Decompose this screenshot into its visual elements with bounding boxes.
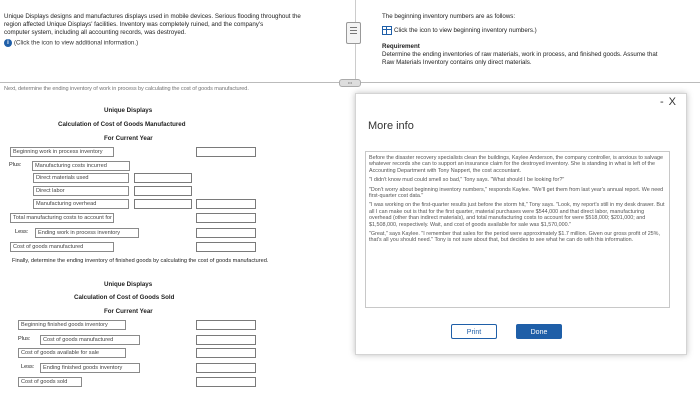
cogs-cogm-input[interactable] [196,335,256,345]
minimize-button[interactable]: - [659,96,664,108]
beginning-inventory-text: The beginning inventory numbers are as follows: [382,13,516,20]
cogs-row-label: Ending finished goods inventory [40,363,140,373]
beginning-inventory-link-text: Click the icon to view beginning inventory numbers.) [394,27,537,35]
cogm-beginning-wip-input[interactable] [196,147,256,157]
cogm-direct-materials-input[interactable] [134,173,192,183]
cogs-company: Unique Displays [104,281,153,288]
cogs-ending-fg-input[interactable] [196,363,256,373]
cogs-title: Calculation of Cost of Goods Sold [74,294,175,301]
requirement-title: Requirement [382,43,420,50]
cogm-row-label: Direct labor [33,186,129,196]
cogs-period: For Current Year [104,308,153,315]
cogs-row-label: Cost of goods manufactured [40,335,140,345]
panel-collapse-handle[interactable] [346,22,361,44]
print-button[interactable]: Print [451,324,497,339]
cogs-available-for-sale-input[interactable] [196,348,256,358]
cogm-row-label: Manufacturing costs incurred [32,161,130,171]
cogm-ending-wip-input[interactable] [196,228,256,238]
cogm-overhead-input[interactable] [134,199,192,209]
cogm-row-label: Manufacturing overhead [33,199,129,209]
cogs-beginning-fg-input[interactable] [196,320,256,330]
cogm-period: For Current Year [104,135,153,142]
additional-info-link[interactable] [4,39,138,48]
cogm-title: Calculation of Cost of Goods Manufactured [58,121,186,128]
dialog-paragraph: "Great," says Kaylee. "I remember that sales for the period were approximately $1.7 million. Given our gross profit of 25%, that's all you should need." Tony is not sure about that, but decides to see what he can do with this information. [369,231,660,244]
dialog-paragraph: "I didn't know mud could smell so bad," Tony says. "What should I be looking for?" [369,177,565,184]
additional-info-text: (Click the icon to view additional information.) [14,39,139,47]
expand-handle[interactable]: ••• [339,79,361,87]
intro-line-1: Unique Displays designs and manufactures displays used in mobile devices. Serious flooding throughout the [4,13,301,20]
dialog-paragraph: Before the disaster recovery specialists clean the buildings, Kaylee Anderson, the company controller, is anxious to salvage whatever records she can to support an insurance claim for the destroyed inventory. She is standing in what is left of the Accounting Department with Tony Nappert, the cost accountant. [369,155,663,174]
cogs-cost-of-goods-sold-input[interactable] [196,377,256,387]
cogm-row-label: Direct materials used [33,173,129,183]
info-icon[interactable]: i [4,39,12,47]
table-icon[interactable] [382,26,392,35]
cogs-row-label: Cost of goods sold [18,377,82,387]
cogm-cost-of-goods-manufactured-input[interactable] [196,242,256,252]
cogm-row-label: Ending work in process inventory [35,228,139,238]
dialog-paragraph: "Don't worry about beginning inventory numbers," responds Kaylee. "We'll get them from last year's annual report. We need first-quarter cost data." [369,186,664,200]
cogm-row-label: Total manufacturing costs to account for [10,213,114,223]
dialog-title: More info [368,120,414,132]
dialog-body[interactable] [365,151,670,308]
cogm-company: Unique Displays [104,107,153,114]
cogm-row-label: Cost of goods manufactured [10,242,114,252]
cogs-row-label: Beginning finished goods inventory [18,320,126,330]
requirement-line-1: Determine the ending inventories of raw materials, work in process, and finished goods. Assume that [382,51,658,58]
cogs-row-prefix: Plus: [18,336,31,342]
cogm-manufacturing-costs-total-input[interactable] [196,199,256,209]
question-text: Next, determine the ending inventory of work in process by calculating the cost of goods manufactured. [4,86,249,92]
dialog-controls [655,96,676,108]
dialog-paragraph: "I was working on the first-quarter results just before the storm hit," Tony says. "Look, my report's still in my desk drawer. But all I can make out is that for the first quarter, material purchases were $544,000 and that direct labor, manufacturing overhead (other than indirect materials), and total manufacturing costs to account for were $518,000; $201,000; and $1,508,000, respectively. Wait, and cost of goods available for sale was $1,570,000." [369,202,665,228]
finally-text: Finally, determine the ending inventory of finished goods by calculating the cost of goods manufactured. [12,258,269,264]
cogm-row-label: Beginning work in process inventory [10,147,114,157]
intro-line-3: computer system, including all accounting records, was destroyed. [4,29,186,36]
intro-line-2: region affected Unique Displays' facilities. Inventory was completely ruined, and the company's [4,21,264,28]
cogs-row-label: Cost of goods available for sale [18,348,126,358]
cogm-total-to-account-input[interactable] [196,213,256,223]
cogm-row-prefix: Plus: [9,162,22,168]
cogm-row-prefix: Less: [15,229,29,235]
requirement-line-2: Raw Materials Inventory contains only direct materials. [382,59,532,66]
more-info-dialog [355,93,687,355]
cogm-direct-labor-input[interactable] [134,186,192,196]
close-button[interactable]: X [668,96,676,108]
cogs-row-prefix: Less: [21,364,35,370]
done-button[interactable]: Done [516,324,562,339]
beginning-inventory-link[interactable] [382,26,537,35]
